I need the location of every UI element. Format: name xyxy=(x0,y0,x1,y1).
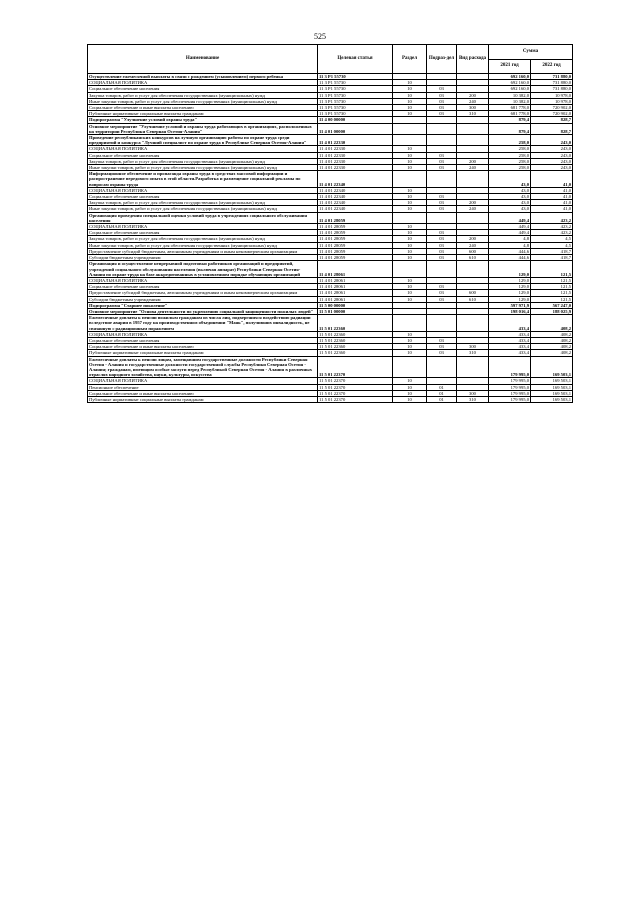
row-name: Предоставление субсидий бюджетным, автономным учреждениям и иным некоммерческим организациям xyxy=(88,290,318,296)
row-subsection xyxy=(427,356,457,378)
row-section xyxy=(393,171,427,188)
row-code: 11 4 01 28059 xyxy=(318,224,393,230)
row-name: Социальное обеспечение и иные выплаты населению xyxy=(88,390,318,396)
row-code: 11 4 01 28061 xyxy=(318,296,393,302)
table-row xyxy=(88,123,573,134)
row-sum-2022: 731 880,0 xyxy=(531,74,573,80)
row-name: Социальное обеспечение и иные выплаты населению xyxy=(88,105,318,111)
row-code: 11 3 P1 55730 xyxy=(318,80,393,86)
row-code: 11 5 01 22360 xyxy=(318,337,393,343)
row-name: Закупка товаров, работ и услуг для обеспечения государственных (муниципальных) нужд xyxy=(88,92,318,98)
row-name: Иные закупки товаров, работ и услуг для обеспечения государственных (муниципальных) нужд xyxy=(88,165,318,171)
row-subsection: 03 xyxy=(427,158,457,164)
row-subsection: 03 xyxy=(427,105,457,111)
row-section: 10 xyxy=(393,152,427,158)
row-name: Субсидии бюджетным учреждениям xyxy=(88,255,318,261)
row-code: 11 4 01 28061 xyxy=(318,277,393,283)
row-section xyxy=(393,135,427,146)
row-sum-2021: 681 778,0 xyxy=(489,105,531,111)
row-name: Публичные нормативные социальные выплаты гражданам xyxy=(88,111,318,117)
row-section: 10 xyxy=(393,200,427,206)
row-subsection: 01 xyxy=(427,390,457,396)
row-name: СОЦИАЛЬНАЯ ПОЛИТИКА xyxy=(88,146,318,152)
row-sum-2022: 720 902,0 xyxy=(531,105,573,111)
row-section xyxy=(393,315,427,332)
row-subsection: 03 xyxy=(427,194,457,200)
row-code: 11 5 01 22370 xyxy=(318,378,393,384)
row-sum-2021: 879,4 xyxy=(489,123,531,134)
row-section: 10 xyxy=(393,105,427,111)
row-code: 11 4 01 22340 xyxy=(318,194,393,200)
row-section: 10 xyxy=(393,396,427,402)
row-code: 11 4 01 22340 xyxy=(318,187,393,193)
row-section: 10 xyxy=(393,284,427,290)
row-section xyxy=(393,356,427,378)
row-sum-2021: 433,4 xyxy=(489,344,531,350)
row-section: 10 xyxy=(393,86,427,92)
row-sum-2022: 408,2 xyxy=(531,337,573,343)
row-expense-type: 600 xyxy=(457,290,489,296)
row-section: 10 xyxy=(393,277,427,283)
row-section: 10 xyxy=(393,242,427,248)
row-subsection: 03 xyxy=(427,236,457,242)
row-section: 10 xyxy=(393,92,427,98)
row-name: СОЦИАЛЬНАЯ ПОЛИТИКА xyxy=(88,224,318,230)
row-code: 11 4 01 22340 xyxy=(318,206,393,212)
row-code: 11 3 P1 55730 xyxy=(318,98,393,104)
row-code: 11 4 01 22330 xyxy=(318,135,393,146)
row-subsection: 03 xyxy=(427,152,457,158)
row-sum-2022: 169 503,1 xyxy=(531,384,573,390)
row-section: 10 xyxy=(393,146,427,152)
row-code: 11 4 01 28059 xyxy=(318,236,393,242)
row-sum-2021: 258,0 xyxy=(489,165,531,171)
row-subsection: 03 xyxy=(427,206,457,212)
row-sum-2021: 449,4 xyxy=(489,230,531,236)
row-code: 11 4 01 22330 xyxy=(318,165,393,171)
row-subsection xyxy=(427,261,457,278)
row-section: 10 xyxy=(393,255,427,261)
row-sum-2022: 121,5 xyxy=(531,261,573,278)
table-row xyxy=(88,171,573,188)
row-subsection: 03 xyxy=(427,350,457,356)
row-expense-type xyxy=(457,315,489,332)
row-expense-type: 310 xyxy=(457,350,489,356)
row-sum-2022: 169 503,1 xyxy=(531,378,573,384)
row-sum-2021: 198 016,4 xyxy=(489,308,531,314)
row-sum-2022: 731 880,0 xyxy=(531,80,573,86)
row-sum-2021: 10 382,0 xyxy=(489,98,531,104)
row-subsection: 03 xyxy=(427,230,457,236)
row-sum-2022: 169 503,1 xyxy=(531,356,573,378)
header-section: Раздел xyxy=(393,45,427,74)
row-sum-2021: 179 995,0 xyxy=(489,384,531,390)
row-sum-2022: 41,0 xyxy=(531,206,573,212)
row-section: 10 xyxy=(393,337,427,343)
row-code: 11 4 01 28061 xyxy=(318,261,393,278)
row-sum-2021: 129,0 xyxy=(489,261,531,278)
row-sum-2022: 567 247,0 xyxy=(531,302,573,308)
row-subsection: 01 xyxy=(427,396,457,402)
row-sum-2021: 258,0 xyxy=(489,152,531,158)
row-sum-2022: 731 880,0 xyxy=(531,86,573,92)
row-name: Проведение республиканских конкурсов на лучшую организацию работы по охране труда среди предприятий и конкурса "Лучший специалист по охране труда в Республике Северная Осетия-Алания" xyxy=(88,135,318,146)
row-sum-2022: 408,2 xyxy=(531,331,573,337)
row-sum-2021: 444,6 xyxy=(489,255,531,261)
row-subsection xyxy=(427,212,457,223)
row-expense-type: 300 xyxy=(457,390,489,396)
row-subsection: 03 xyxy=(427,337,457,343)
row-sum-2021: 433,4 xyxy=(489,337,531,343)
header-sum: Сумма xyxy=(489,45,573,60)
row-code: 11 5 01 22370 xyxy=(318,390,393,396)
row-expense-type xyxy=(457,171,489,188)
row-code: 11 5 00 00000 xyxy=(318,302,393,308)
row-expense-type xyxy=(457,356,489,378)
row-section: 10 xyxy=(393,187,427,193)
table-row xyxy=(88,212,573,223)
row-code: 11 5 01 22360 xyxy=(318,350,393,356)
row-section: 10 xyxy=(393,290,427,296)
row-section: 10 xyxy=(393,390,427,396)
row-code: 11 5 01 22360 xyxy=(318,315,393,332)
row-sum-2021: 179 995,0 xyxy=(489,356,531,378)
row-sum-2021: 692 160,0 xyxy=(489,80,531,86)
row-subsection: 03 xyxy=(427,165,457,171)
row-sum-2021: 433,4 xyxy=(489,331,531,337)
row-code: 11 4 01 28059 xyxy=(318,255,393,261)
row-name: Осуществление ежемесячной выплаты в связи с рождением (усыновлением) первого ребенка xyxy=(88,74,318,80)
row-name: Ежемесячные доплаты к пенсии пожилым гражданам из числа лиц, подвергшихся воздействию радиации вследствие аварии в 1957 году на производственном объединении "Маяк", получивших инвалидность, не связанную с радиационным поражением xyxy=(88,315,318,332)
row-sum-2022: 10 978,0 xyxy=(531,98,573,104)
row-name: СОЦИАЛЬНАЯ ПОЛИТИКА xyxy=(88,378,318,384)
row-section: 10 xyxy=(393,350,427,356)
row-name: Предоставление субсидий бюджетным, автономным учреждениям и иным некоммерческим организациям xyxy=(88,248,318,254)
row-sum-2021: 258,0 xyxy=(489,146,531,152)
row-sum-2022: 828,7 xyxy=(531,123,573,134)
table-row xyxy=(88,135,573,146)
row-sum-2022: 408,2 xyxy=(531,344,573,350)
row-sum-2021: 4,8 xyxy=(489,242,531,248)
row-subsection: 03 xyxy=(427,296,457,302)
row-name: Основное мероприятие "Основа деятельности по укреплению социальной защищенности пожилых людей" xyxy=(88,308,318,314)
row-subsection: 01 xyxy=(427,384,457,390)
row-section: 10 xyxy=(393,378,427,384)
row-sum-2021: 597 971,9 xyxy=(489,302,531,308)
row-name: Организация и осуществление непрерывной подготовки работников организаций и предприятий, учреждений социального обслуживания населения (включая аппарат) Республики Северная Осетия-Алания по охране труда на базе аккредитованных в установленном порядке обучающих организаций xyxy=(88,261,318,278)
row-sum-2022: 243,0 xyxy=(531,165,573,171)
row-section: 10 xyxy=(393,384,427,390)
row-name: Подпрограмма "Улучшение условий охраны труда" xyxy=(88,117,318,123)
row-code: 11 4 01 28061 xyxy=(318,284,393,290)
row-expense-type: 610 xyxy=(457,255,489,261)
row-subsection: 03 xyxy=(427,290,457,296)
header-year-2021: 2021 год xyxy=(489,59,531,74)
row-expense-type: 310 xyxy=(457,111,489,117)
row-expense-type xyxy=(457,212,489,223)
row-section: 10 xyxy=(393,80,427,86)
row-sum-2021: 449,4 xyxy=(489,224,531,230)
row-section xyxy=(393,212,427,223)
row-expense-type: 600 xyxy=(457,248,489,254)
row-subsection: 03 xyxy=(427,86,457,92)
row-section: 10 xyxy=(393,236,427,242)
row-subsection: 03 xyxy=(427,200,457,206)
row-name: Иные закупки товаров, работ и услуг для обеспечения государственных (муниципальных) нужд xyxy=(88,98,318,104)
row-sum-2021: 43,0 xyxy=(489,206,531,212)
row-sum-2022: 41,0 xyxy=(531,194,573,200)
row-expense-type: 200 xyxy=(457,200,489,206)
row-code: 11 5 01 00000 xyxy=(318,308,393,314)
row-sum-2022: 423,2 xyxy=(531,212,573,223)
row-sum-2021: 43,0 xyxy=(489,200,531,206)
row-expense-type: 300 xyxy=(457,344,489,350)
row-section xyxy=(393,123,427,134)
row-expense-type xyxy=(457,123,489,134)
row-code: 11 4 01 28059 xyxy=(318,248,393,254)
row-code: 11 5 01 22360 xyxy=(318,344,393,350)
row-name: Публичные нормативные социальные выплаты гражданам xyxy=(88,396,318,402)
row-sum-2021: 10 382,0 xyxy=(489,92,531,98)
row-sum-2022: 121,5 xyxy=(531,284,573,290)
row-sum-2022: 4,5 xyxy=(531,242,573,248)
row-code: 11 5 01 22370 xyxy=(318,396,393,402)
row-sum-2021: 129,0 xyxy=(489,290,531,296)
row-name: СОЦИАЛЬНАЯ ПОЛИТИКА xyxy=(88,187,318,193)
row-sum-2021: 129,0 xyxy=(489,284,531,290)
row-section: 10 xyxy=(393,206,427,212)
row-expense-type: 200 xyxy=(457,236,489,242)
row-subsection xyxy=(427,315,457,332)
row-name: Социальное обеспечение населения xyxy=(88,230,318,236)
row-name: Иные закупки товаров, работ и услуг для обеспечения государственных (муниципальных) нужд xyxy=(88,206,318,212)
row-expense-type: 240 xyxy=(457,206,489,212)
row-subsection xyxy=(427,135,457,146)
row-section xyxy=(393,261,427,278)
row-section: 10 xyxy=(393,158,427,164)
budget-table xyxy=(87,44,573,403)
row-subsection: 03 xyxy=(427,98,457,104)
row-name: Публичные нормативные социальные выплаты гражданам xyxy=(88,350,318,356)
row-sum-2022: 243,0 xyxy=(531,146,573,152)
header-name: Наименование xyxy=(88,45,318,74)
row-section: 10 xyxy=(393,165,427,171)
row-expense-type: 610 xyxy=(457,296,489,302)
table-row xyxy=(88,261,573,278)
row-sum-2022: 423,2 xyxy=(531,224,573,230)
row-sum-2022: 418,7 xyxy=(531,248,573,254)
row-sum-2022: 41,0 xyxy=(531,200,573,206)
row-section: 10 xyxy=(393,111,427,117)
row-name: Пенсионное обеспечение xyxy=(88,384,318,390)
row-subsection xyxy=(427,171,457,188)
row-name: Социальное обеспечение населения xyxy=(88,194,318,200)
header-code: Целевая статья xyxy=(318,45,393,74)
row-name: Основное мероприятие "Улучшение условий и охраны труда работающих в организациях, расположенных на территории Республики Северная Осетия-Алания" xyxy=(88,123,318,134)
row-sum-2022: 169 503,1 xyxy=(531,396,573,402)
row-sum-2021: 681 778,0 xyxy=(489,111,531,117)
row-sum-2022: 188 025,9 xyxy=(531,308,573,314)
row-subsection: 03 xyxy=(427,92,457,98)
row-sum-2021: 449,4 xyxy=(489,212,531,223)
row-expense-type xyxy=(457,261,489,278)
row-section: 10 xyxy=(393,224,427,230)
row-sum-2021: 692 160,0 xyxy=(489,74,531,80)
table-body xyxy=(88,74,573,403)
row-name: Закупка товаров, работ и услуг для обеспечения государственных (муниципальных) нужд xyxy=(88,236,318,242)
row-sum-2022: 4,5 xyxy=(531,236,573,242)
row-sum-2021: 444,6 xyxy=(489,248,531,254)
table-header xyxy=(88,45,573,74)
row-sum-2022: 828,7 xyxy=(531,117,573,123)
row-sum-2021: 258,0 xyxy=(489,135,531,146)
row-code: 11 4 01 28061 xyxy=(318,290,393,296)
row-sum-2022: 418,7 xyxy=(531,255,573,261)
row-name: Иные закупки товаров, работ и услуг для обеспечения государственных (муниципальных) нужд xyxy=(88,242,318,248)
row-sum-2021: 4,8 xyxy=(489,236,531,242)
row-sum-2021: 129,0 xyxy=(489,277,531,283)
row-expense-type: 300 xyxy=(457,105,489,111)
row-expense-type: 200 xyxy=(457,92,489,98)
row-sum-2022: 41,0 xyxy=(531,171,573,188)
row-sum-2021: 129,0 xyxy=(489,296,531,302)
row-expense-type: 240 xyxy=(457,98,489,104)
row-sum-2021: 179 995,0 xyxy=(489,378,531,384)
row-subsection: 03 xyxy=(427,284,457,290)
table-row xyxy=(88,396,573,402)
row-subsection xyxy=(427,123,457,134)
row-sum-2021: 258,0 xyxy=(489,158,531,164)
row-name: Социальное обеспечение и иные выплаты населению xyxy=(88,344,318,350)
row-expense-type: 200 xyxy=(457,158,489,164)
row-code: 11 4 00 00000 xyxy=(318,117,393,123)
row-name: СОЦИАЛЬНАЯ ПОЛИТИКА xyxy=(88,331,318,337)
row-code: 11 4 01 28059 xyxy=(318,242,393,248)
row-sum-2022: 121,5 xyxy=(531,296,573,302)
row-name: СОЦИАЛЬНАЯ ПОЛИТИКА xyxy=(88,277,318,283)
row-sum-2021: 179 995,0 xyxy=(489,390,531,396)
row-name: Социальное обеспечение населения xyxy=(88,152,318,158)
row-section: 10 xyxy=(393,296,427,302)
row-expense-type: 240 xyxy=(457,165,489,171)
row-sum-2022: 243,0 xyxy=(531,158,573,164)
row-section: 10 xyxy=(393,248,427,254)
row-code: 11 3 P1 55730 xyxy=(318,74,393,80)
row-subsection: 03 xyxy=(427,344,457,350)
row-section: 10 xyxy=(393,344,427,350)
row-sum-2022: 243,0 xyxy=(531,152,573,158)
row-sum-2022: 10 978,0 xyxy=(531,92,573,98)
row-sum-2022: 408,2 xyxy=(531,350,573,356)
row-name: Субсидии бюджетным учреждениям xyxy=(88,296,318,302)
row-sum-2021: 692 160,0 xyxy=(489,86,531,92)
row-name: Социальное обеспечение населения xyxy=(88,284,318,290)
row-sum-2022: 423,2 xyxy=(531,230,573,236)
row-sum-2021: 433,4 xyxy=(489,315,531,332)
row-section: 10 xyxy=(393,331,427,337)
row-name: Социальное обеспечение населения xyxy=(88,337,318,343)
header-year-2022: 2022 год xyxy=(531,59,573,74)
row-sum-2021: 179 995,0 xyxy=(489,396,531,402)
row-sum-2021: 433,4 xyxy=(489,350,531,356)
row-section: 10 xyxy=(393,98,427,104)
row-name: Подпрограмма "Старшее поколение" xyxy=(88,302,318,308)
row-sum-2022: 408,2 xyxy=(531,315,573,332)
row-subsection: 03 xyxy=(427,242,457,248)
row-code: 11 4 01 28059 xyxy=(318,212,393,223)
row-expense-type xyxy=(457,135,489,146)
row-code: 11 5 01 22360 xyxy=(318,331,393,337)
row-name: Закупка товаров, работ и услуг для обеспечения государственных (муниципальных) нужд xyxy=(88,200,318,206)
row-sum-2021: 43,0 xyxy=(489,194,531,200)
row-subsection: 03 xyxy=(427,111,457,117)
row-expense-type: 240 xyxy=(457,242,489,248)
row-sum-2021: 43,0 xyxy=(489,171,531,188)
row-name: Закупка товаров, работ и услуг для обеспечения государственных (муниципальных) нужд xyxy=(88,158,318,164)
row-code: 11 5 01 22370 xyxy=(318,356,393,378)
header-expense-type: Вид расхода xyxy=(457,45,489,74)
page-number: 525 xyxy=(314,32,326,41)
row-name: Ежемесячные доплаты к пенсии лицам, замещавшим государственные должности Республики Северная Осетия - Алания и государственные должности государственной службы Республики Северная Осетия - Алания; гражданам, имеющим особые заслуги перед Республикой Северная Осетия - Алания в различных отраслях народного хозяйства, науки, культуры, искусства xyxy=(88,356,318,378)
row-code: 11 3 P1 55730 xyxy=(318,86,393,92)
table-row xyxy=(88,315,573,332)
row-expense-type: 310 xyxy=(457,396,489,402)
row-code: 11 4 01 28059 xyxy=(318,230,393,236)
row-code: 11 4 01 22340 xyxy=(318,200,393,206)
row-code: 11 4 01 00000 xyxy=(318,123,393,134)
table-row xyxy=(88,356,573,378)
row-sum-2022: 720 902,0 xyxy=(531,111,573,117)
row-sum-2022: 169 503,1 xyxy=(531,390,573,396)
row-name: Информационное обеспечение и пропаганда охраны труда в средствах массовой информации и распространение передового опыта в этой области.Разработка и размещение социальной рекламы по вопросам охраны труда xyxy=(88,171,318,188)
row-section: 10 xyxy=(393,230,427,236)
row-sum-2021: 879,4 xyxy=(489,117,531,123)
row-code: 11 4 01 22330 xyxy=(318,158,393,164)
row-code: 11 3 P1 55730 xyxy=(318,105,393,111)
row-sum-2022: 243,0 xyxy=(531,135,573,146)
row-code: 11 3 P1 55730 xyxy=(318,111,393,117)
row-name: Организация проведения специальной оценки условий труда в учреждениях социального обслуживания населения xyxy=(88,212,318,223)
row-sum-2022: 41,0 xyxy=(531,187,573,193)
row-code: 11 4 01 22330 xyxy=(318,146,393,152)
row-code: 11 3 P1 55730 xyxy=(318,92,393,98)
row-sum-2021: 43,0 xyxy=(489,187,531,193)
row-sum-2022: 121,5 xyxy=(531,277,573,283)
row-code: 11 4 01 22340 xyxy=(318,171,393,188)
row-section: 10 xyxy=(393,194,427,200)
row-sum-2022: 121,5 xyxy=(531,290,573,296)
row-code: 11 4 01 22330 xyxy=(318,152,393,158)
row-name: СОЦИАЛЬНАЯ ПОЛИТИКА xyxy=(88,80,318,86)
header-subsection: Подраз-дел xyxy=(427,45,457,74)
row-subsection: 03 xyxy=(427,248,457,254)
row-code: 11 5 01 22370 xyxy=(318,384,393,390)
row-subsection: 03 xyxy=(427,255,457,261)
row-name: Социальное обеспечение населения xyxy=(88,86,318,92)
